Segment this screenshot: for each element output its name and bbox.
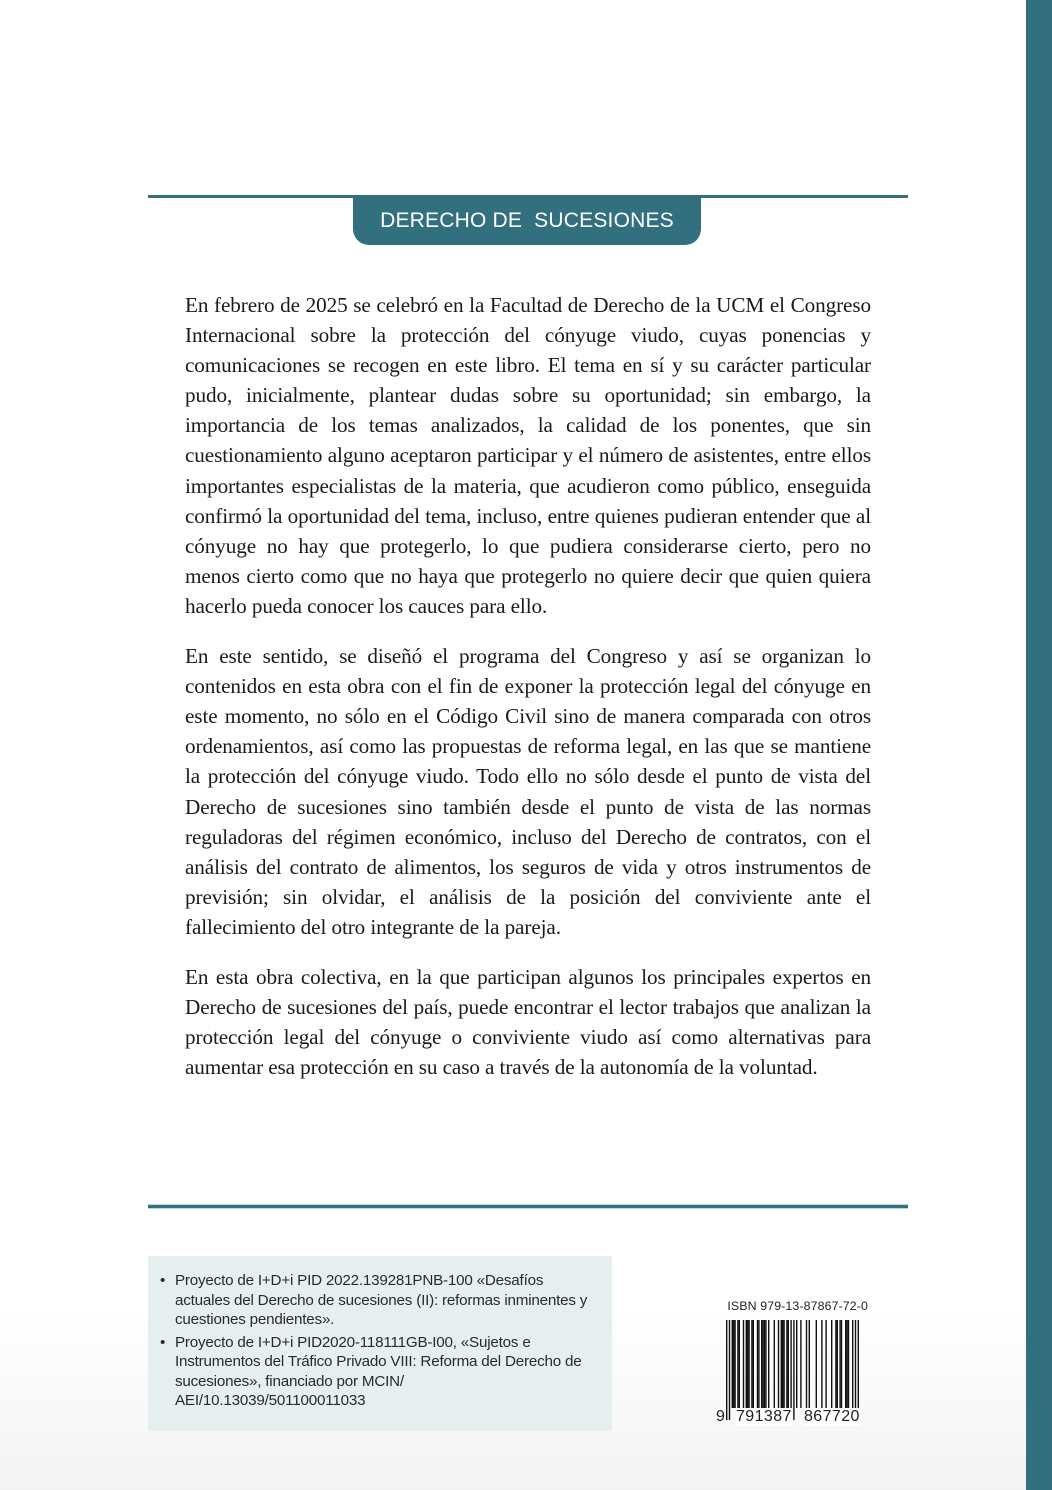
barcode-bar	[761, 1320, 762, 1408]
barcode-bar	[800, 1320, 801, 1408]
barcode-bar	[768, 1320, 769, 1408]
barcode-bar	[821, 1320, 822, 1408]
barcode-bar	[737, 1320, 738, 1408]
funding-box	[148, 1256, 612, 1431]
barcode-guard-bar	[729, 1320, 730, 1420]
barcode-bar	[758, 1320, 759, 1408]
isbn-label: ISBN 979-13-87867-72-0	[727, 1299, 868, 1313]
barcode-digits-right: 867720	[804, 1408, 860, 1425]
barcode-digits-left: 791387	[736, 1408, 792, 1425]
spine-stripe	[1026, 0, 1052, 1490]
blurb-paragraph-2: En este sentido, se diseñó el programa del Congreso y así se organizan lo contenidos en esta obra con el fin de exponer la protección legal del cónyuge en este momento, no sólo en el Código Civil sino de manera comparada con otros ordenamientos, así como las propuestas de reforma legal, en las que se mantiene la protección del cónyuge viudo. Todo ello no sólo desde el punto de vista del Derecho de sucesiones sino también desde el punto de vista de las normas reguladoras del régimen económico, incluso del Derecho de contratos, con el análisis del contrato de alimentos, los seguros de vida y otros instrumentos de previsión; sin olvidar, el análisis de la posición del conviviente ante el fallecimiento del otro integrante de la pareja.	[185, 644, 871, 939]
barcode-guard-bar	[855, 1320, 856, 1420]
bottom-divider	[148, 1205, 908, 1208]
barcode-bar	[757, 1320, 758, 1408]
barcode-bar	[746, 1320, 747, 1408]
barcode-guard-bar	[726, 1320, 727, 1420]
barcode-bar	[816, 1320, 817, 1408]
barcode-bar	[839, 1320, 840, 1408]
barcode-bar	[748, 1320, 749, 1408]
bullet-icon: •	[160, 1333, 166, 1351]
barcode-bar	[753, 1320, 754, 1408]
barcode-bar	[733, 1320, 734, 1408]
barcode-bar	[846, 1320, 847, 1408]
barcode-bar	[786, 1320, 787, 1408]
funding-item-text: Proyecto de I+D+i PID 2022.139281PNB-100 «Desafíos actuales del Derecho de sucesiones (II): reformas inminentes y cuestiones pendientes».	[175, 1272, 588, 1328]
barcode-bar	[806, 1320, 807, 1408]
barcode-bar	[751, 1320, 752, 1408]
back-cover-blurb	[185, 290, 871, 1102]
barcode-bar	[743, 1320, 744, 1408]
barcode-guard-bar	[793, 1320, 794, 1420]
barcode-bar	[809, 1320, 810, 1408]
barcode-bar	[782, 1320, 783, 1408]
barcode-bar	[845, 1320, 846, 1408]
funding-item	[160, 1333, 590, 1411]
barcode-bar	[739, 1320, 740, 1408]
barcode-bar	[765, 1320, 766, 1408]
barcode-bar	[774, 1320, 775, 1408]
blurb-paragraph-3: En esta obra colectiva, en la que participan algunos los principales expertos en Derecho de sucesiones del país, puede encontrar el lector trabajos que analizan la protección legal del cónyuge o conviviente viudo así como alternativas para aumentar esa protección en su caso a través de la autonomía de la voluntad.	[185, 964, 871, 1080]
funding-list	[160, 1271, 590, 1411]
barcode-bar	[732, 1320, 733, 1408]
barcode-bar	[848, 1320, 849, 1408]
section-tab	[353, 196, 701, 245]
barcode-bar	[764, 1320, 765, 1408]
bullet-icon: •	[160, 1272, 166, 1289]
barcode-digit-first: 9	[716, 1408, 726, 1425]
barcode-bar	[734, 1320, 735, 1408]
section-title: DERECHO DE SUCESIONES	[380, 208, 674, 232]
funding-item-text: Proyecto de I+D+i PID2020-118111GB-I00, «Sujetos e Instrumentos del Tráfico Privado VIII: Reforma del Derecho de sucesiones», financiado por MCIN/ AEI/10.13039/501100011033	[175, 1333, 582, 1409]
barcode-bar	[788, 1320, 789, 1408]
blurb-paragraph-1: En febrero de 2025 se celebró en la Facultad de Derecho de la UCM el Congreso Internacional sobre la protección del cónyuge viudo, cuyas ponencias y comunicaciones se recogen en este libro. El tema en sí y su carácter particular pudo, inicialmente, plantear dudas sobre su oportunidad; sin embargo, la importancia de los temas analizados, la calidad de los ponentes, que sin cuestionamiento alguno aceptaron participar y el número de asistentes, entre ellos importantes especialistas de la materia, que acudieron como público, enseguida confirmó la oportunidad del tema, incluso, entre quienes pudieran entender que al cónyuge no hay que protegerlo, lo que pudiera considerarse cierto, pero no menos cierto como que no haya que protegerlo no quiere decir que quien quiera hacerlo pueda conocer los cauces para ello.	[185, 293, 871, 618]
barcode-guard-bar	[790, 1320, 791, 1420]
barcode-guard-bar	[858, 1320, 859, 1420]
barcode-bar	[852, 1320, 853, 1408]
barcode-bar	[841, 1320, 842, 1408]
barcode-bar	[796, 1320, 797, 1408]
barcode-bar	[781, 1320, 782, 1408]
barcode-bar	[835, 1320, 836, 1408]
funding-item	[160, 1271, 590, 1330]
barcode-bar	[747, 1320, 748, 1408]
barcode-bar	[837, 1320, 838, 1408]
barcode-bar	[825, 1320, 826, 1408]
barcode-bar	[778, 1320, 779, 1408]
barcode-bar	[783, 1320, 784, 1408]
barcode-bar	[831, 1320, 832, 1408]
barcode-bar	[762, 1320, 763, 1408]
barcode	[716, 1316, 868, 1430]
isbn-block	[716, 1298, 868, 1430]
